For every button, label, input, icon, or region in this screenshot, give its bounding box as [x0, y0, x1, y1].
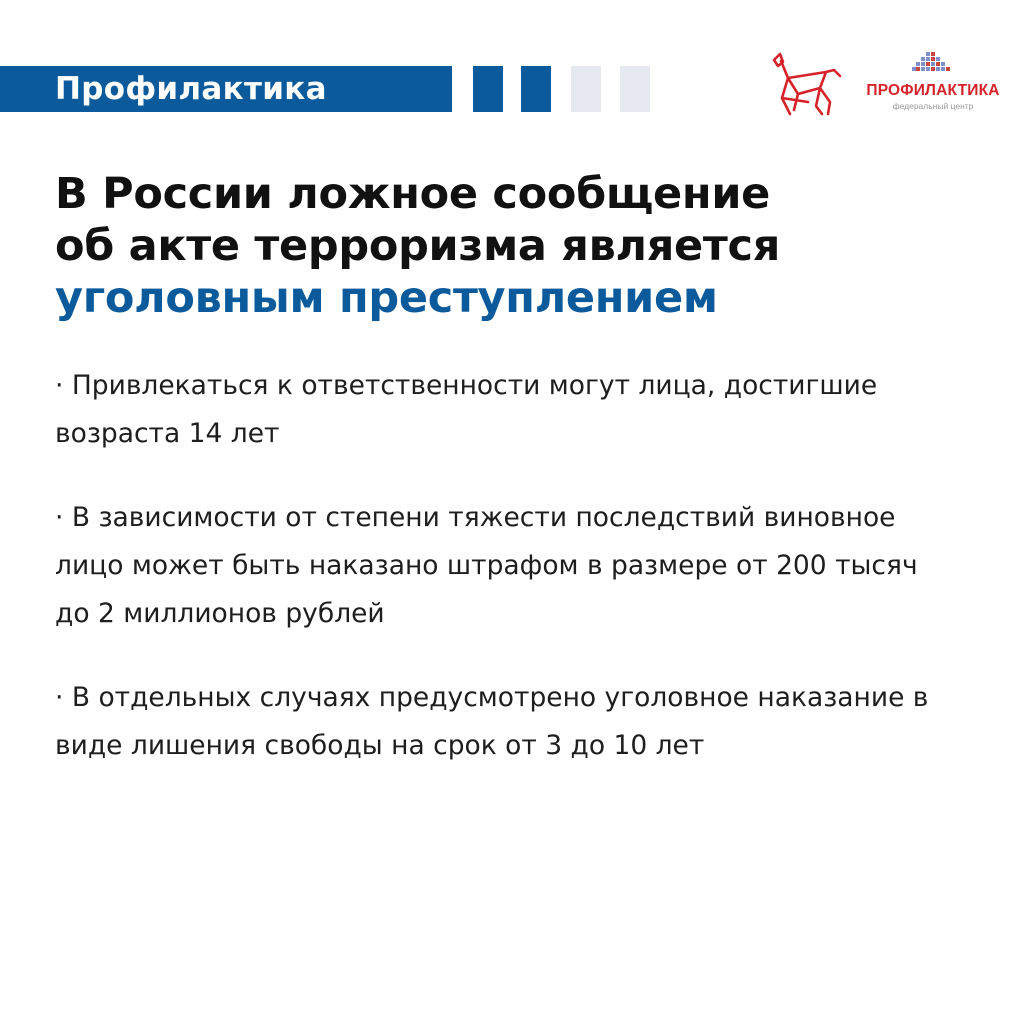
logo-subtitle: федеральный центр [892, 101, 974, 111]
bullet-item-prison: · В отдельных случаях предусмотрено уголовное наказание в виде лишения свободы на срок от 3 до 10 лет [55, 682, 929, 761]
decor-square-light-2 [620, 66, 650, 112]
decor-square-dark-2 [521, 66, 551, 112]
headline-line-2: об акте терроризма является [55, 221, 781, 271]
headline-highlight: уголовным преступлением [55, 273, 718, 323]
bullet-item-age: · Привлекаться к ответственности могут лица, достигшие возраста 14 лет [55, 370, 878, 449]
headline-line-1: В России ложное сообщение [55, 169, 771, 219]
logo-grid-icon [912, 52, 952, 78]
header-label: Профилактика [55, 71, 327, 107]
horse-logo-icon [768, 52, 842, 116]
logo-name: ПРОФИЛАКТИКА [866, 82, 1000, 99]
headline [55, 168, 995, 324]
bullet-item-fine: · В зависимости от степени тяжести последствий виновное лицо может быть наказано штрафом в размере от 200 тысяч до 2 миллионов рублей [55, 502, 918, 629]
decor-square-light-1 [571, 66, 601, 112]
decor-square-dark-1 [473, 66, 503, 112]
bullet-list [55, 362, 955, 806]
